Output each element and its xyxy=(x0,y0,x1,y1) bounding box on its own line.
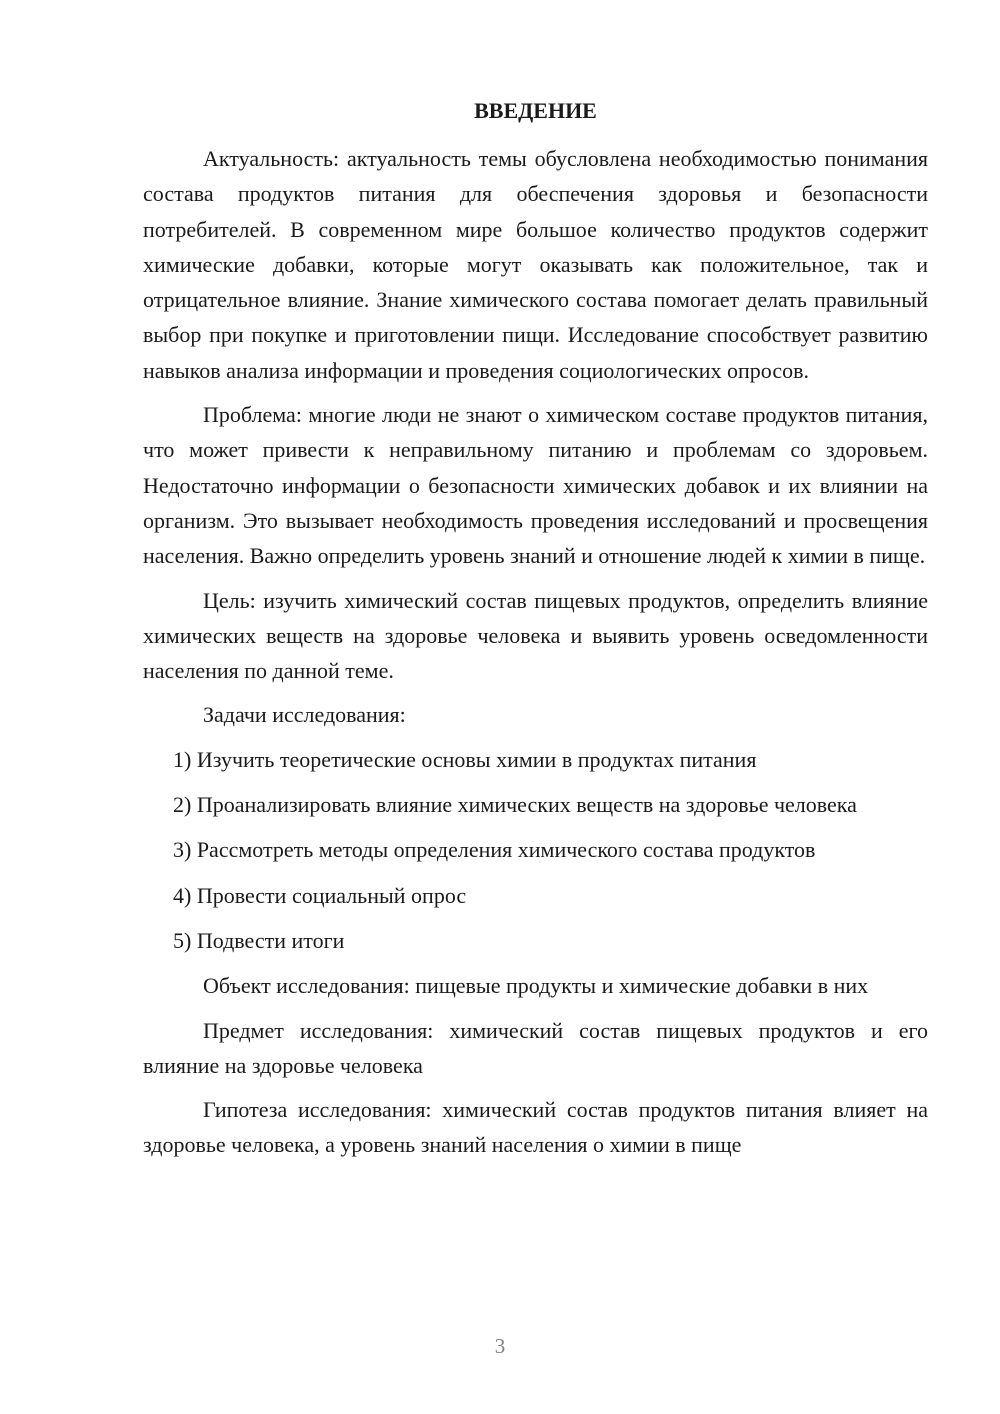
task-item-2: 2) Проанализировать влияние химических веществ на здоровье человека xyxy=(173,792,857,818)
document-page xyxy=(143,96,928,1172)
hypothesis-paragraph: Гипотеза исследования: химический состав продуктов питания влияет на здоровье человека, а уровень знаний населения о химии в пище xyxy=(143,1097,928,1158)
problem-paragraph: Проблема: многие люди не знают о химическом составе продуктов питания, что может привести к неправильному питанию и проблемам со здоровьем. Недостаточно информации о безопасности химических добавок и их влиянии на организм. Это вызывает необходимость проведения исследований и просвещения населения. Важно определить уровень знаний и отношение людей к химии в пище. xyxy=(143,402,928,569)
task-item-3: 3) Рассмотреть методы определения химического состава продуктов xyxy=(173,837,816,863)
page-number: 3 xyxy=(494,1334,506,1358)
task-item-4: 4) Провести социальный опрос xyxy=(173,882,467,908)
relevance-paragraph: Актуальность: актуальность темы обусловлена необходимостью понимания состава продуктов питания для обеспечения здоровья и безопасности потребителей. В современном мире большое количество продуктов содержит химические добавки, которые могут оказывать как положительное, так и отрицательное влияние. Знание химического состава помогает делать правильный выбор при покупке и приготовлении пищи. Исследование способствует развитию навыков анализа информации и проведения социологических опросов. xyxy=(143,146,928,383)
task-item-1: 1) Изучить теоретические основы химии в продуктах питания xyxy=(173,746,757,772)
subject-paragraph: Предмет исследования: химический состав пищевых продуктов и его влияние на здоровье человека xyxy=(143,1017,928,1078)
tasks-heading: Задачи исследования: xyxy=(203,702,406,728)
task-item-5: 5) Подвести итоги xyxy=(173,927,345,953)
object-paragraph: Объект исследования: пищевые продукты и химические добавки в них xyxy=(203,973,869,999)
goal-paragraph: Цель: изучить химический состав пищевых продуктов, определить влияние химических веществ на здоровье человека и выявить уровень осведомленности населения по данной теме. xyxy=(143,587,928,684)
section-title: ВВЕДЕНИЕ xyxy=(474,98,597,123)
